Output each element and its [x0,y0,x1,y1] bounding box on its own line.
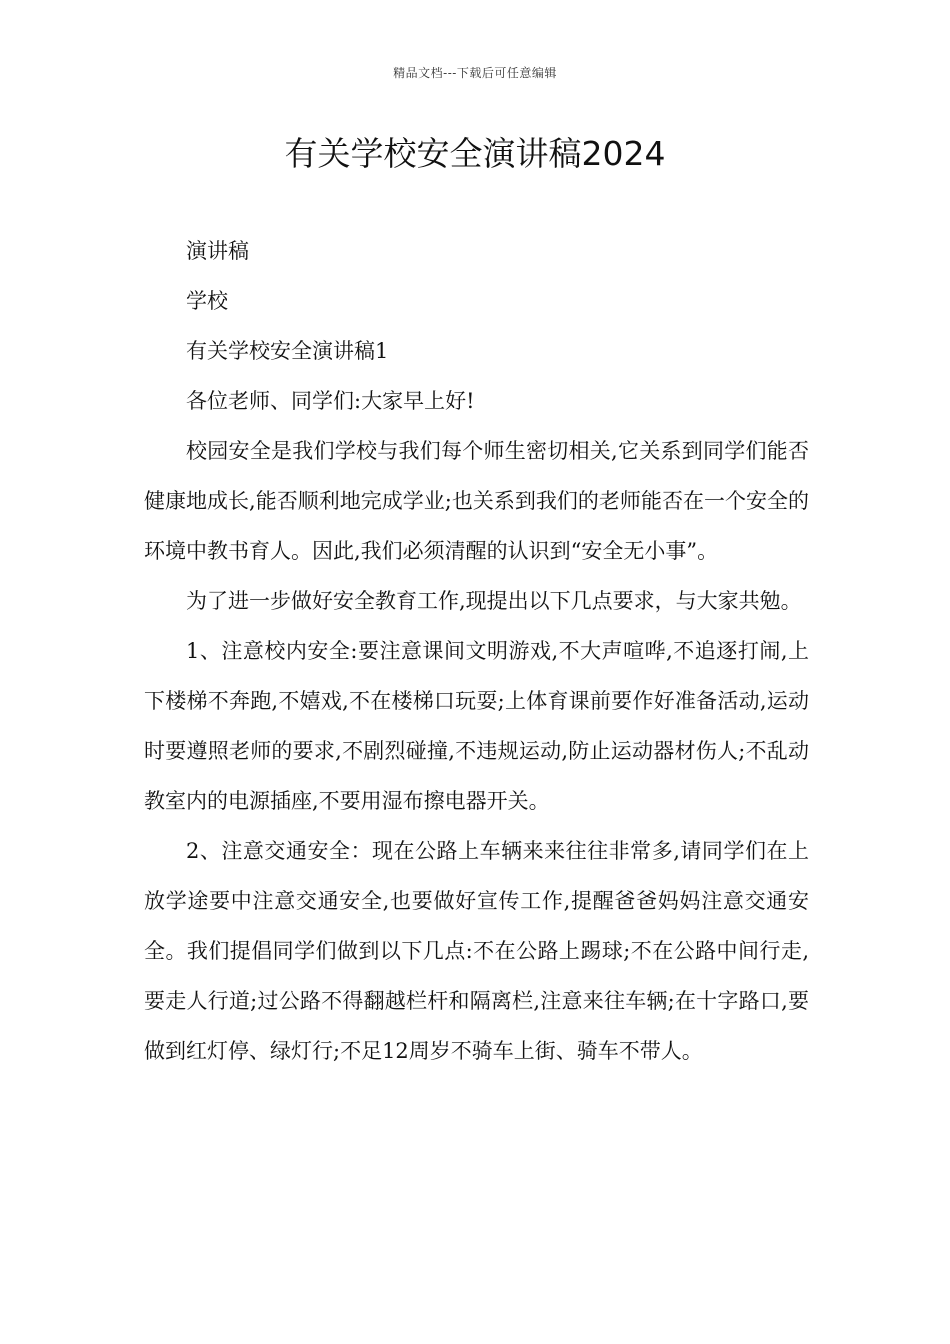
header-note: 精品文档---下载后可任意编辑 [393,66,557,80]
document-body [144,226,809,1076]
paragraph: 有关学校安全演讲稿1 [186,339,389,363]
paragraph: 学校 [186,289,228,313]
paragraph: 1、注意校内安全:要注意课间文明游戏,不大声喧哗,不追逐打闹,上下楼梯不奔跑,不嬉戏,不在楼梯口玩耍;上体育课前要作好准备活动,运动时要遵照老师的要求,不剧烈碰撞,不违规运动,防止运动器材伤人;不乱动教室内的电源插座,不要用湿布擦电器开关。 [144,639,809,813]
paragraph: 演讲稿 [186,239,249,263]
paragraph: 为了进一步做好安全教育工作,现提出以下几点要求，与大家共勉。 [186,589,802,613]
document-title: 有关学校安全演讲稿2024 [284,134,666,173]
paragraph: 校园安全是我们学校与我们每个师生密切相关,它关系到同学们能否健康地成长,能否顺利地完成学业;也关系到我们的老师能否在一个安全的环境中教书育人。因此,我们必须清醒的认识到“安全无小事”。 [144,439,809,563]
paragraph: 各位老师、同学们:大家早上好! [186,389,475,413]
paragraph: 2、注意交通安全：现在公路上车辆来来往往非常多,请同学们在上放学途要中注意交通安全,也要做好宣传工作,提醒爸爸妈妈注意交通安全。我们提倡同学们做到以下几点:不在公路上踢球;不在公路中间行走,要走人行道;过公路不得翻越栏杆和隔离栏,注意来往车辆;在十字路口,要做到红灯停、绿灯行;不足12周岁不骑车上街、骑车不带人。 [144,839,809,1063]
